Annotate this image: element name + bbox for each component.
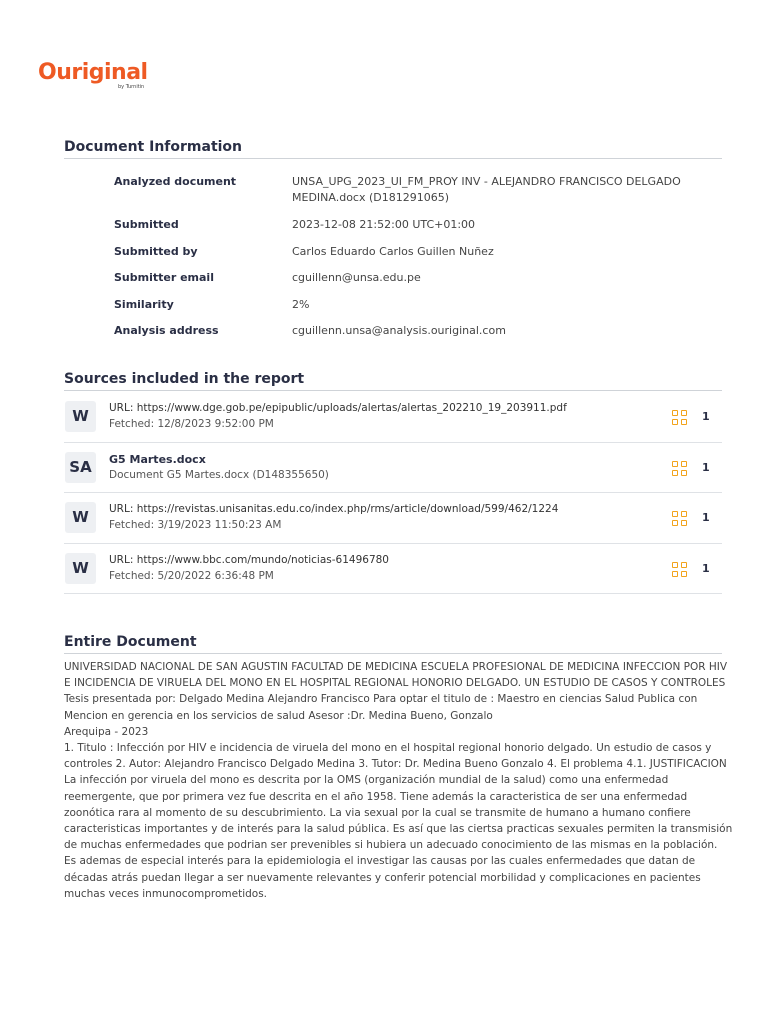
document-paragraph: 1. Titulo : Infección por HIV e incidencia de viruela del mono en el hospital regional honorio delgado. Un estudio de casos y controles 2. Autor: Alejandro Francisco Delgado Medina 3. Tutor: Dr. Medina Bueno Gonzalo 4. El problema 4.1. JUSTIFICACION La infección por viruela del mono es descrita por la OMS (organización mundial de la salud) como una enfermedad reemergente, que por primera vez fue descrita en el año 1958. Tiene además la caracteristica de ser una enfermedad zoonótica rara al momento de su descubrimiento. La via sexual por la cual se transmite de humano a humano confiere caracteristicas importantes y de interés para la salud pública. Es así que las ciertsa practicas sexuales permiten la transmisión de muchas enfermedades que podrian ser prevenibles si hubiera un adecuado conocimiento de las mismas en la población. [64, 742, 733, 852]
logo-wordmark: Ouriginal [38, 60, 148, 85]
source-document-name[interactable]: G5 Martes.docx [109, 452, 206, 466]
grid-icon[interactable] [672, 562, 688, 578]
source-fetched-date: Fetched: 3/19/2023 11:50:23 AM [109, 519, 282, 531]
sources-heading: Sources included in the report [64, 371, 722, 391]
info-row-submitter-email [114, 270, 724, 297]
document-information-table [114, 174, 724, 350]
info-row-analysis-address [114, 323, 724, 350]
source-match-count: 1 [702, 561, 710, 575]
sources-list [64, 392, 722, 594]
info-row-analyzed-document [114, 174, 724, 217]
document-information-heading: Document Information [64, 139, 722, 159]
info-label: Submitter email [114, 271, 214, 285]
grid-icon[interactable] [672, 410, 688, 426]
info-value: cguillenn.unsa@analysis.ouriginal.com [292, 324, 506, 338]
info-row-submitted [114, 217, 724, 244]
source-type-badge: W [65, 553, 96, 584]
source-item[interactable] [64, 443, 722, 494]
info-row-similarity [114, 297, 724, 324]
source-fetched-date: Fetched: 5/20/2022 6:36:48 PM [109, 569, 274, 582]
grid-icon[interactable] [672, 511, 688, 527]
ouriginal-logo [38, 60, 158, 94]
info-row-submitted-by [114, 244, 724, 271]
info-value: Carlos Eduardo Carlos Guillen Nuñez [292, 244, 494, 258]
document-paragraph: UNIVERSIDAD NACIONAL DE SAN AGUSTIN FACULTAD DE MEDICINA ESCUELA PROFESIONAL DE MEDICINA INFECCION POR HIV E INCIDENCIA DE VIRUELA DEL MONO EN EL HOSPITAL REGIONAL HONORIO DELGADO. UN ESTUDIO DE CASOS Y CONTROLES [64, 661, 728, 690]
source-fetched-date: Fetched: 12/8/2023 9:52:00 PM [109, 418, 274, 430]
info-label: Analyzed document [114, 175, 237, 188]
entire-document-heading: Entire Document [64, 634, 722, 654]
source-match-count: 1 [702, 460, 710, 474]
logo-byline: by Turnitin [118, 84, 145, 90]
info-value: cguillenn@unsa.edu.pe [292, 271, 421, 285]
document-paragraph: Arequipa - 2023 [64, 725, 149, 738]
source-type-badge: W [65, 401, 96, 432]
source-type-badge: SA [65, 452, 96, 483]
info-label: Submitted [114, 218, 179, 231]
info-value: 2023-12-08 21:52:00 UTC+01:00 [292, 218, 476, 231]
source-url-link[interactable]: URL: https://www.dge.gob.pe/epipublic/uploads/alertas/alertas_202210_19_203911.pdf [109, 402, 567, 414]
document-paragraph: Tesis presentada por: Delgado Medina Alejandro Francisco Para optar el titulo de : Maestro en ciencias Salud Publica con Mencion en gerencia en los servicios de salud Asesor :Dr. Medina Bueno, Gonzalo [64, 693, 698, 722]
source-match-count: 1 [702, 511, 710, 524]
document-text [64, 659, 734, 902]
source-match-count: 1 [702, 410, 710, 423]
info-label: Submitted by [114, 244, 198, 258]
info-value: 2% [292, 297, 310, 311]
source-url-link[interactable]: URL: https://www.bbc.com/mundo/noticias-61496780 [109, 553, 389, 566]
source-url-link[interactable]: URL: https://revistas.unisanitas.edu.co/index.php/rms/article/download/599/462/1224 [109, 503, 559, 515]
source-type-badge: W [65, 502, 96, 533]
info-value: UNSA_UPG_2023_UI_FM_PROY INV - ALEJANDRO FRANCISCO DELGADO MEDINA.docx (D181291065) [292, 175, 681, 204]
info-label: Analysis address [114, 324, 219, 338]
grid-icon[interactable] [672, 461, 688, 477]
source-document-id: Document G5 Martes.docx (D148355650) [109, 468, 329, 481]
source-item[interactable] [64, 392, 722, 443]
info-label: Similarity [114, 297, 174, 311]
source-item[interactable] [64, 493, 722, 544]
document-paragraph: Es ademas de especial interés para la epidemiologia el investigar las causas por las cuales enfermedades que datan de décadas atrás puedan llegar a ser nuevamente relevantes y conferir potencial morbilidad y complicaciones en pacientes muchas veces inmunocomprometidos. [64, 855, 701, 900]
source-item[interactable] [64, 544, 722, 595]
